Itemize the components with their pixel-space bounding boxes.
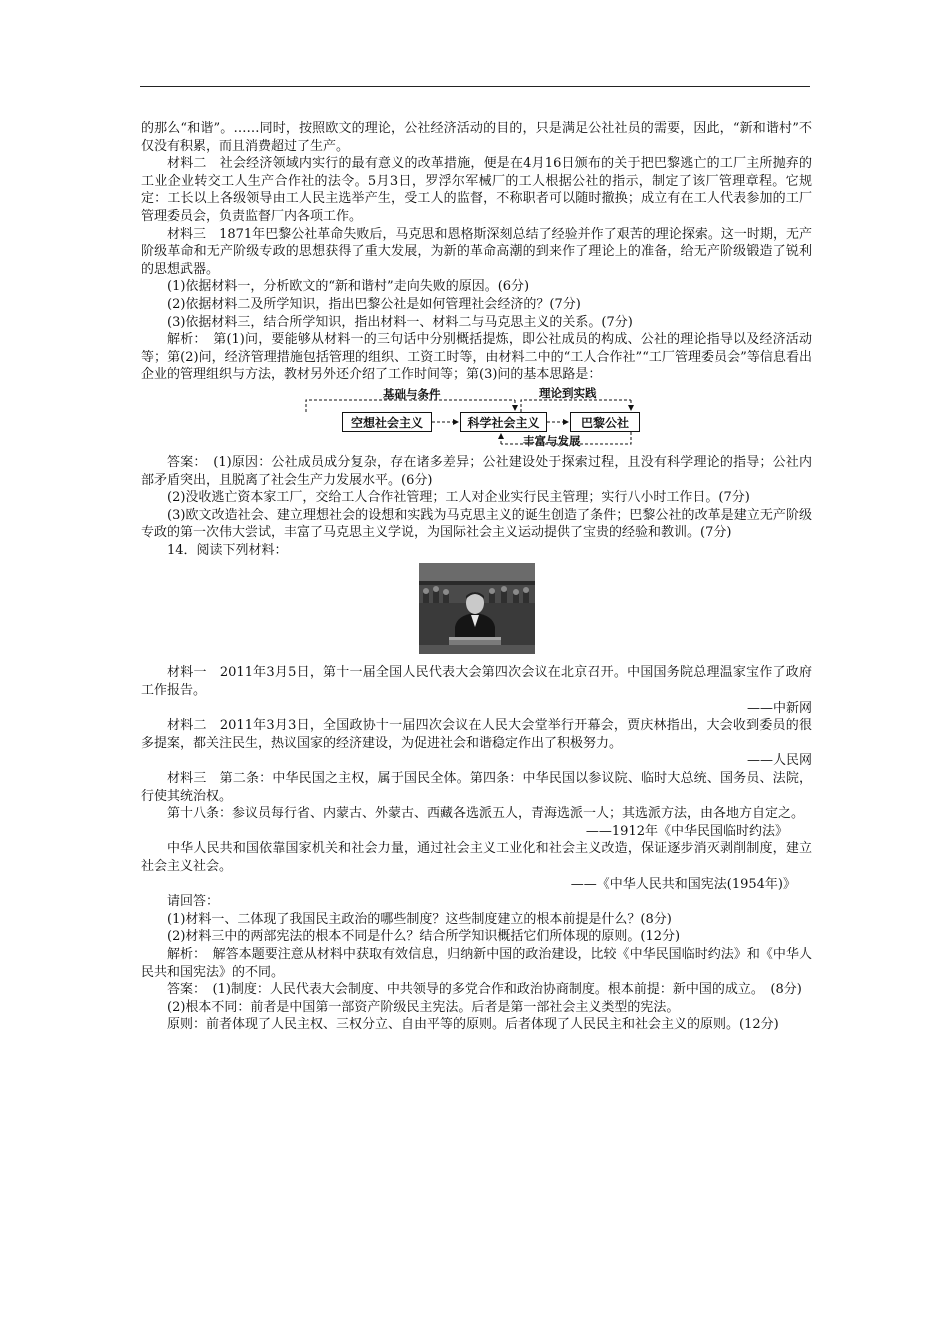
q14-material-one: 材料一 2011年3月5日，第十一届全国人民代表大会第四次会议在北京召开。中国国务院总理温家宝作了政府工作报告。 — [141, 665, 812, 699]
q14-material-three-c: 中华人民共和国依靠国家机关和社会力量，通过社会主义工业化和社会主义改造，保证逐步消灭剥削制度，建立社会主义社会。 — [141, 841, 812, 874]
q14-question-1: (1)材料一、二体现了我国民主政治的哪些制度？这些制度建立的根本前提是什么？(8分) — [167, 911, 672, 927]
label-theory-to-practice: 理论到实践 — [539, 385, 597, 400]
box-utopian-socialism: 空想社会主义 — [342, 412, 432, 432]
q14-analysis: 解析： 解答本题要注意从材料中获取有效信息，归纳新中国的政治建设，比较《中华民国临时约法》和《中华人民共和国宪法》的不同。 — [141, 946, 812, 980]
material-three: 材料三 1871年巴黎公社革命失败后，马克思和恩格斯深刻总结了经验并作了艰苦的理论探索。这一时期，无产阶级革命和无产阶级专政的思想获得了重大发展，为新的革命高潮的到来作了理论上的准备，给无产阶级锻造了锐利的思想武器。 — [141, 226, 812, 277]
label-enrich: 丰富与发展 — [523, 433, 581, 448]
photo-illustration — [419, 563, 535, 654]
q14-material-three-a: 材料三 第二条：中华民国之主权，属于国民全体。第四条：中华民国以参议院、临时大总统、国务员、法院，行使其统治权。 — [141, 771, 812, 804]
header-rule — [140, 86, 810, 87]
paragraph-continued: 的那么“和谐”。……同时，按照欧文的理论，公社经济活动的目的，只是满足公社社员的需要，因此，“新和谐村”不仅没有积累，而且消费超过了生产。 — [141, 121, 812, 154]
answer-2: (2)没收逃亡资本家工厂，交给工人合作社管理；工人对企业实行民主管理；实行八小时工作日。(7分) — [167, 490, 750, 506]
document-body — [141, 120, 812, 1034]
q14-question-2: (2)材料三中的两部宪法的根本不同是什么？结合所学知识概括它们所体现的原则。(12分) — [167, 929, 681, 945]
q14-material-two: 材料二 2011年3月3日，全国政协十一届四次会议在人民大会堂举行开幕会，贾庆林指出，大会收到委员的很多提案，都关注民生，热议国家的经济建设，为促进社会和谐稳定作出了积极努力。 — [141, 718, 812, 751]
analysis: 解析： 第(1)问，要能够从材料一的三句话中分别概括提炼，即公社成员的构成、公社的理论指导以及经济活动等；第(2)问，经济管理措施包括管理的组织、工资工时等，由材料二中的“工人合作社”“工厂管理委员会”等信息看出企业的管理组织与方法，教材另外还介绍了工作时间等；第(3)问的基本思路是： — [141, 332, 812, 383]
q14-material-three-c-source: ——《中华人民共和国宪法(1954年)》 — [570, 876, 796, 892]
question-2: (2)依据材料二及所学知识，指出巴黎公社是如何管理社会经济的？(7分) — [167, 296, 581, 312]
q14-material-two-source: ——人民网 — [746, 753, 812, 769]
q14-answer-2: (2)根本不同：前者是中国第一部资产阶级民主宪法。后者是第一部社会主义类型的宪法。 — [167, 999, 680, 1015]
answer-3: (3)欧文改造社会、建立理想社会的设想和实践为马克思主义的诞生创造了条件；巴黎公社的改革是建立无产阶级专政的第一次伟大尝试，丰富了马克思主义学说，为国际社会主义运动提供了宝贵的经验和教训。(7分) — [141, 507, 812, 541]
question-14-title: 14．阅读下列材料： — [167, 542, 288, 558]
q14-material-one-source: ——中新网 — [746, 700, 812, 716]
question-1: (1)依据材料一，分析欧文的“新和谐村”走向失败的原因。(6分) — [167, 279, 530, 295]
q14-material-three-b: 第十八条：参议员每行省、内蒙古、外蒙古、西藏各选派五人，青海选派一人；其选派方法，由各地方自定之。 — [167, 806, 805, 822]
q14-answer-3: 原则：前者体现了人民主权、三权分立、自由平等的原则。后者体现了人民民主和社会主义的原则。(12分) — [167, 1017, 779, 1033]
box-scientific-socialism: 科学社会主义 — [460, 412, 547, 432]
speaker-photo — [419, 563, 535, 654]
label-foundation: 基础与条件 — [383, 386, 441, 401]
material-two: 材料二 社会经济领域内实行的最有意义的改革措施，便是在4月16日颁布的关于把巴黎逃亡的工厂主所抛弃的工业企业转交工人生产合作社的法令。5月3日，罗浮尔军械厂的工人根据公社的指示，制定了该厂管理章程。它规定：工长以上各级领导由工人民主选举产生，受工人的监督，不称职者可以随时撤换；成立有在工人代表参加的工厂管理委员会，负责监督厂内各项工作。 — [141, 156, 812, 224]
box-paris-commune: 巴黎公社 — [570, 412, 640, 432]
theory-diagram — [141, 386, 812, 448]
q14-material-three-b-source: ——1912年《中华民国临时约法》 — [585, 823, 788, 839]
question-3: (3)依据材料三，结合所学知识，指出材料一、材料二与马克思主义的关系。(7分) — [167, 314, 633, 330]
q14-answer-1: 答案： (1)制度：人民代表大会制度、中共领导的多党合作和政治协商制度。根本前提：新中国的成立。 (8分) — [167, 982, 802, 998]
answer-1: 答案： (1)原因：公社成员成分复杂，存在诸多差异；公社建设处于探索过程，且没有科学理论的指导；公社内部矛盾突出，且脱离了社会生产力发展水平。(6分) — [141, 454, 812, 488]
q14-ask: 请回答： — [167, 894, 220, 910]
